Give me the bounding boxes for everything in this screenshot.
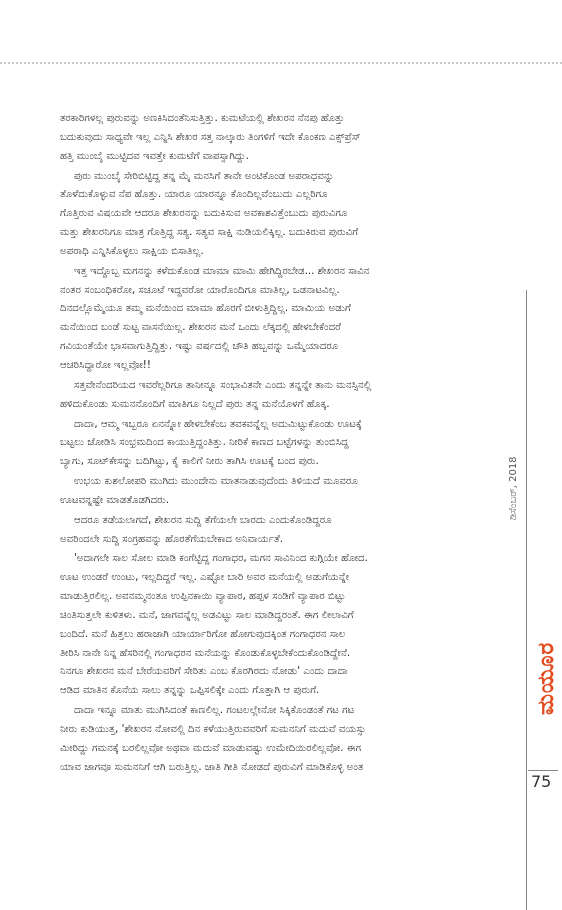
text-line: ಪುರು ಮುಂಬೈ ಸೇರಿಬಿಟ್ಟಿದ್ದ ತನ್ನ ಮೈ ಮನಸಿಗೆ ತಾನೇ ಅಂಟಿಕೊಂಡ ಅಪರಾಧವನ್ನು bbox=[74, 170, 335, 182]
text-line: ಯಾವ ಜಾಗವೂ ಸುಮನನಿಗೆ ಆಗಿ ಬರುತ್ತಿಲ್ಲ. ಜಾತಿ ಗೀತಿ ನೋಡದೆ ಪುರುವಿಗೆ ಮಾಡಿಕೊಳ್ಳಿ ಅಂತ bbox=[60, 761, 364, 773]
text-line: ಬಂದಿದೆ. ಮನೆ ಹಿತ್ತಲು ಹರಾಜಾಗಿ ಯಾರ್ಯಾರಿಗೋ ಹೋಗುವುದಕ್ಕಿಂತ ಗಂಗಾಧರನ ಸಾಲ bbox=[60, 628, 346, 640]
text-line: ಉಭಯ ಕುಶಲೋಪರಿ ಮುಗಿದು ಮುಂದೇನು ಮಾತನಾಡುವುದೆಂದು ತಿಳಿಯದೆ ಮೂವರೂ bbox=[74, 476, 358, 488]
text-line: ಚಿಂತಿಸುತ್ತಲೇ ಕುಳಿತಳು. ಮನೆ, ಜಾಗವನ್ನೆಲ್ಲ ಅಡವಿಟ್ಟು ಸಾಲ ಮಾಡಿದ್ದರಂತೆ. ಈಗ ಲೀಲಾವಿಗೆ bbox=[60, 609, 354, 621]
text-line: ಮೀರಿದ್ದು ಗಮನಕ್ಕೆ ಬರಲಿಲ್ಲವೋ ಅಥವಾ ಮದುವೆ ಮಾಡುವಷ್ಟು ಉಮೇದಿಯಿರಲಿಲ್ಲವೋ. ಈಗ bbox=[60, 742, 362, 754]
text-line: ದಾದಾ, ಆಮ್ಮ ಇಬ್ಬರೂ ಏನನ್ನೋ ಹೇಳಬೇಕೆಂಬ ತವಕವನ್ನೆಲ್ಲ ಅದುಮಿಟ್ಟುಕೊಂಡು ಊಟಕ್ಕೆ bbox=[74, 418, 362, 430]
text-line: ಇತ್ತ ಇದ್ದೊಬ್ಬ ಮಗನನ್ನು ಕಳೆದುಕೊಂಡ ಮಾಮಾ ಮಾಮಿ ಹೇಗಿದ್ದಿರಬೇಡ... ಶೇಖರನ ಸಾವಿನ bbox=[74, 265, 370, 277]
text-line: ತೊಳೆದುಕೊಳ್ಳುವ ನೆಪ ಹೊತ್ತು. ಯಾರೂ ಯಾರನ್ನೂ ಕೊಂದಿಲ್ಲವೆಂಬುದು ಎಲ್ಲರಿಗೂ bbox=[60, 189, 328, 201]
paragraph bbox=[60, 110, 515, 167]
text-line: ಬದುಕುವುದು ಸಾಧ್ಯವೇ ಇಲ್ಲ ಎನ್ನಿಸಿ ಶೇಖರ ಸತ್ತ ನಾಲ್ಕಾರು ತಿಂಗಳಿಗೆ ಇದೇ ಕೊಂಕಣ ಎಕ್ಸ್‌ಪ್ರೆಸ್ bbox=[60, 131, 361, 143]
page-number-rule bbox=[528, 770, 558, 771]
page-number: 75 bbox=[531, 772, 552, 791]
text-line: 'ಅದಾಗಲೇ ಸಾಲ ಸೋಲ ಮಾಡಿ ಕಂಗೆಟ್ಟಿದ್ದ ಗಂಗಾಧರ, ಮಗನ ಸಾವಿನಿಂದ ಕುಗ್ಗಿಯೇ ಹೋದ. bbox=[74, 553, 368, 565]
paragraph bbox=[60, 550, 515, 701]
text-line: ತರಕಾರಿಗಳಲ್ಲ ಪುರುವನ್ನು ಅಣಕಿಸಿದಂತೆನಿಸುತ್ತಿತ್ತು. ಕುಮಟೆಯಲ್ಲಿ ಶೇಖರನ ನೆನಪು ಹೊತ್ತು bbox=[60, 113, 345, 124]
text-line: ದಿನದಲ್ಲೊಮ್ಮೆಯೂ ತಮ್ಮ ಮನೆಯಿಂದ ಮಾಮಾ ಹೊರಗೆ ಬೀಳುತ್ತಿದ್ದಿಲ್ಲ. ಮಾಮಿಯ ಅಡುಗೆ bbox=[60, 303, 351, 315]
paragraph bbox=[60, 377, 515, 415]
text-line: ಆಚರಿಸಿದ್ದಾರೋ ಇಲ್ಲವೋ!! bbox=[60, 359, 151, 371]
text-line: ತೀರಿಸಿ ನಾನೇ ನಿನ್ನ ಹೆಸರಿನಲ್ಲಿ ಗಂಗಾಧರನ ಮನೆಯನ್ನು ಕೊಂಡುಕೊಳ್ಳಬೇಕೆಂದುಕೊಂಡಿದ್ದೇನೆ. bbox=[60, 647, 351, 659]
text-line: ಊಟ ಉಂಡರೆ ಉಂಟು, ಇಲ್ಲದಿದ್ದರೆ ಇಲ್ಲ. ಎಷ್ಟೋ ಬಾರಿ ಅವರ ಮನೆಯಲ್ಲಿ ಅಡುಗೆಯನ್ನೇ bbox=[60, 572, 350, 584]
text-line: ಆದರೂ ತಡೆಯಲಾಗದೆ, ಶೇಖರನ ಸುದ್ದಿ ತೆಗೆಯಲೇ ಬಾರದು ಎಂದುಕೊಂಡಿದ್ದರೂ bbox=[74, 514, 332, 526]
text-line: ಅವರಿಂದಲೇ ಸುದ್ದಿ ಸಂಗ್ರಹವನ್ನು ಹೊರತೆಗೆಯಬೇಕಾದ ಅನಿವಾರ್ಯತೆ. bbox=[60, 533, 283, 545]
text-line: ಮನೆಯಿಂದ ಬಂಡೆ ಸುಟ್ಟ ವಾಸನೆಯಿಲ್ಲ. ಶೇಖರನ ಮನೆ ಒಂದು ಲೆಕ್ಕದಲ್ಲಿ ಹೇಳಬೇಕೆಂದರೆ bbox=[60, 322, 341, 334]
text-line: ಆಡಿದ ಮಾತಿನ ಕೊನೆಯ ಸಾಲು ತನ್ನನ್ನು ಒಪ್ಪಿಸಲಿಕ್ಕೇ ಎಂದು ಗೊತ್ತಾಗಿ ಆ ಪುರುಗೆ. bbox=[60, 685, 320, 697]
text-line: ನಂತರ ಸಂಬಂಧಿಕರೋ, ಸಚೂಟೆ ಇದ್ದವರೋ ಯಾರೊಂದಿಗೂ ಮಾತಿಲ್ಲ, ಒಡನಾಟವಿಲ್ಲ. bbox=[60, 284, 340, 296]
text-line: ದಾದಾ ಇನ್ನೂ ಮಾತು ಮುಗಿಸಿದಂತೆ ಕಾಣಲಿಲ್ಲ. ಗಂಟಲಲ್ಲೇನೋ ಸಿಕ್ಕಿಕೊಂಡಂತೆ ಗಟ ಗಟ bbox=[74, 705, 355, 717]
text-line: ಊಟವನ್ನಷ್ಟೇ ಮಾಡತೊಡಗಿದರು. bbox=[60, 494, 170, 506]
top-dotted-rule bbox=[0, 62, 562, 64]
text-line: ನಿನಗೂ ಶೇಖರನ ಮನೆ ಬೇರೆಯವರಿಗೆ ಸೇರಿತು ಎಂಬ ಕೊರಗಿರದು ನೋಡು' ಎಂದು ದಾದಾ bbox=[60, 666, 348, 678]
text-line: ಸತ್ತವೇನೆಂದರಿಯದ ಇವರೆಲ್ಲರಿಗೂ ತಾನೀನ್ನೂ ಸಂಭಾವಿತನೇ ಎಂದು ತನ್ನನ್ನೇ ತಾನು ಮನಸ್ಸಿನಲ್ಲಿ bbox=[74, 379, 372, 391]
margin-rule bbox=[526, 290, 527, 910]
paragraph bbox=[60, 168, 515, 262]
text-line: ಬ್ಯಾಗು, ಸೂಟ್‌ಕೇಸನ್ನು ಬದಿಗಿಟ್ಟು, ಕೈ ಕಾಲಿಗೆ ನೀರು ತಾಗಿಸಿ ಊಟಕ್ಕೆ ಬಂದ ಪುರು. bbox=[60, 456, 319, 468]
paragraph bbox=[60, 702, 515, 777]
magazine-name: ಮಯೂರ bbox=[534, 641, 559, 715]
text-line: ಗವಿಯಂತೆಯೇ ಭಾಸವಾಗುತ್ತಿದ್ದಿತ್ತು. ಇಷ್ಟು ವರ್ಷದಲ್ಲಿ ಚೌತಿ ಹಬ್ಬವನ್ನು ಒಮ್ಮೆಯಾದರೂ bbox=[60, 341, 339, 353]
text-line: ಗೊತ್ತಿರುವ ವಿಷಯವೇ ಆದರೂ ಶೇಖರನನ್ನು ಬದುಕಿಸುವ ಅವಕಾಶವಿತ್ತೆಂಬುದು ಪುರುವಿಗೂ bbox=[60, 208, 348, 220]
paragraph bbox=[60, 473, 515, 511]
text-line: ಹತ್ತಿ ಮುಂಬೈ ಮುಟ್ಟಿದವ ಇವತ್ತೇ ಕುಮಟೆಗೆ ವಾಪಸ್ಸಾಗಿದ್ದು. bbox=[60, 150, 249, 162]
text-line: ಹಳಿದುಕೊಂಡು ಸುಮನನೊಂದಿಗೆ ಮಾತಿಗೂ ನಿಲ್ಲದೆ ಪುರು ತನ್ನ ಮನೆಯೊಳಗೆ ಹೊಕ್ಕ. bbox=[60, 398, 330, 410]
text-line: ಮತ್ತು ಶೇಖರನಿಗೂ ಮಾತ್ರ ಗೊತ್ತಿದ್ದ ಸತ್ಯ. ಸತ್ಯವ ಸಾಕ್ಷಿ ನುಡಿಯಲಿಕ್ಕಿಲ್ಲ. ಬದುಕಿರುವ ಪುರುವಿಗೆ bbox=[60, 227, 359, 239]
paragraph bbox=[60, 512, 515, 550]
paragraph bbox=[60, 263, 515, 376]
text-line: ನೀರು ಕುಡಿಯುತ್ತ, 'ಶೇಖರನ ನೋವಲ್ಲಿ ದಿನ ಕಳೆಯುತ್ತಿರುವವರಿಗೆ ಸುಮನನಿಗೆ ಮದುವೆ ವಯಸ್ಸು bbox=[60, 724, 366, 735]
article-body bbox=[60, 110, 515, 779]
issue-date: ಡಿಸೆಂಬರ್, 2018 bbox=[508, 456, 519, 520]
text-line: ಮಾಡುತ್ತಿರಲಿಲ್ಲ. ಅವನಮ್ಮನಂತೂ ಉಪ್ಪಿನಕಾಯಿ ವ್ಯಾಪಾರ, ಹಪ್ಪಳ ಸಂಡಿಗೆ ವ್ಯಾಪಾರ ಬಿಟ್ಟು bbox=[60, 591, 346, 603]
paragraph bbox=[60, 416, 515, 473]
text-line: ಅಪರಾಧಿ ಎನ್ನಿಸಿಕೊಳ್ಳಲು ಸಾಕ್ಷಿಯ ಬಿಸಾತಿಲ್ಲ. bbox=[60, 245, 204, 257]
text-line: ಬಟ್ಟಲು ಜೋಡಿಸಿ ಸಂಭ್ರಮದಿಂದ ಕಾಯುತ್ತಿದ್ದಂತಿತ್ತು. ನೀರಿಕೆ ಕಾಣದ ಬಟ್ಟೆಗಳನ್ನು ತುಂಬಿಸಿದ್ದ bbox=[60, 437, 349, 449]
